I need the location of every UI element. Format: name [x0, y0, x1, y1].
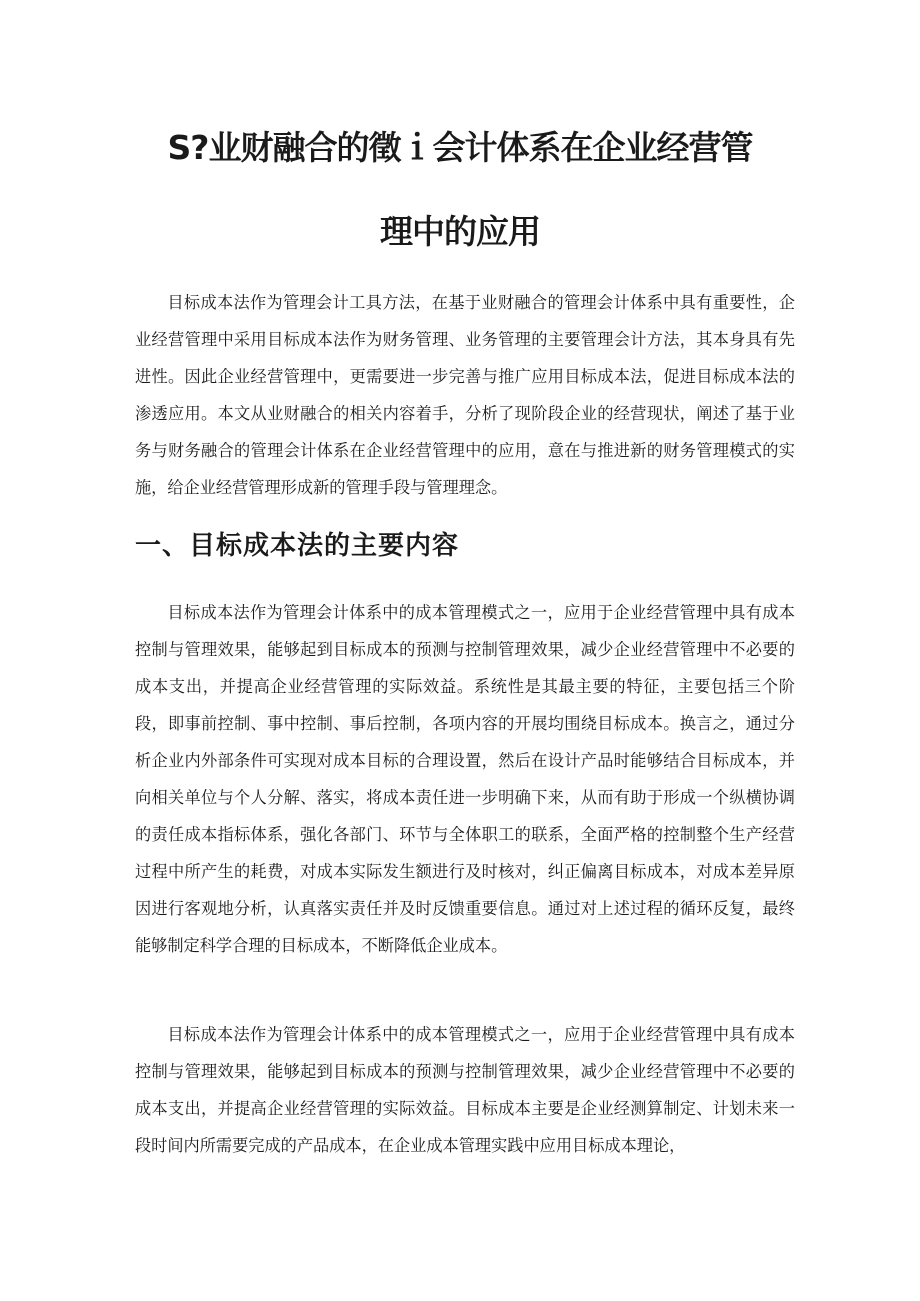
body-paragraph-2: 目标成本法作为管理会计体系中的成本管理模式之一，应用于企业经营管理中具有成本控制与管理效果，能够起到目标成本的预测与控制管理效果，减少企业经营管理中不必要的成本支出，并提高企业经营管理的实际效益。目标成本主要是企业经测算制定、计划未来一段时间内所需要完成的产品成本，在企业成本管理实践中应用目标成本理论，	[135, 1025, 795, 1155]
document-title-line-1: S?业财融合的徵ｉ会计体系在企业经营管	[167, 128, 753, 167]
document-title-line-2: 理中的应用	[380, 212, 540, 251]
intro-paragraph: 目标成本法作为管理会计工具方法，在基于业财融合的管理会计体系中具有重要性，企业经营管理中采用目标成本法作为财务管理、业务管理的主要管理会计方法，其本身具有先进性。因此企业经营管理中，更需要进一步完善与推广应用目标成本法，促进目标成本法的渗透应用。本文从业财融合的相关内容着手，分析了现阶段企业的经营现状，阐述了基于业务与财务融合的管理会计体系在企业经营管理中的应用，意在与推进新的财务管理模式的实施，给企业经营管理形成新的管理手段与管理理念。	[135, 293, 795, 497]
section-heading: 一、目标成本法的主要内容	[135, 531, 460, 561]
body-paragraph-1: 目标成本法作为管理会计体系中的成本管理模式之一，应用于企业经营管理中具有成本控制与管理效果，能够起到目标成本的预测与控制管理效果，减少企业经营管理中不必要的成本支出，并提高企业经营管理的实际效益。系统性是其最主要的特征，主要包括三个阶段，即事前控制、事中控制、事后控制，各项内容的开展均围绕目标成本。换言之，通过分析企业内外部条件可实现对成本目标的合理设置，然后在设计产品时能够结合目标成本，并向相关单位与个人分解、落实，将成本责任进一步明确下来，从而有助于形成一个纵横协调的责任成本指标体系，强化各部门、环节与全体职工的联系，全面严格的控制整个生产经营过程中所产生的耗费，对成本实际发生额进行及时核对，纠正偏离目标成本，对成本差异原因进行客观地分析，认真落实责任并及时反馈重要信息。通过对上述过程的循环反复，最终能够制定科学合理的目标成本，不断降低企业成本。	[135, 603, 795, 955]
